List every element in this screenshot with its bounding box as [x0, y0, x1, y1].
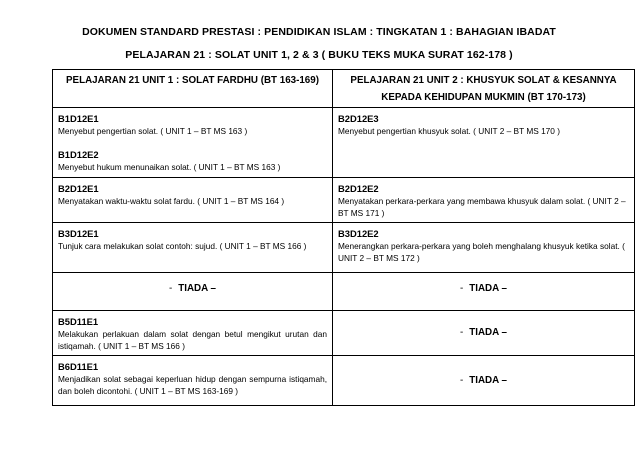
cell-left — [53, 223, 333, 273]
standard-description: Menyebut pengertian solat. ( UNIT 1 – BT MS 163 ) — [58, 126, 248, 136]
standard-code: B6D11E1 — [58, 361, 99, 372]
standard-code: B3D12E2 — [338, 228, 379, 239]
standard-description: Menyatakan perkara-perkara yang membawa khusyuk dalam solat. ( UNIT 2 – BT MS 171 ) — [338, 196, 626, 218]
dash-marker: - — [459, 327, 464, 338]
cell-right-none — [333, 356, 635, 406]
table-row — [53, 273, 635, 311]
standard-code: B2D12E3 — [338, 113, 379, 124]
dash-marker: - — [168, 283, 173, 294]
document-title: DOKUMEN STANDARD PRESTASI : PENDIDIKAN ISLAM : TINGKATAN 1 : BAHAGIAN IBADAT — [82, 26, 556, 38]
dash-marker: - — [459, 374, 464, 386]
standard-description: Tunjuk cara melakukan solat contoh: sujud. ( UNIT 1 – BT MS 166 ) — [58, 241, 307, 251]
standard-code: B2D12E2 — [338, 183, 379, 194]
cell-right-none — [333, 311, 635, 356]
header-unit-1: PELAJARAN 21 UNIT 1 : SOLAT FARDHU (BT 163-169) — [53, 70, 333, 108]
standard-code: B5D11E1 — [58, 316, 99, 327]
standard-code: B1D12E1 — [58, 113, 99, 124]
cell-right — [333, 108, 635, 178]
standard-description: Menerangkan perkara-perkara yang boleh menghalang khusyuk ketika solat. ( UNIT 2 – BT MS 172 ) — [338, 241, 625, 263]
dash-marker: - — [459, 283, 464, 294]
standard-code: B2D12E1 — [58, 183, 99, 194]
standard-code: B3D12E1 — [58, 228, 99, 239]
none-label: TIADA – — [178, 283, 216, 294]
none-label: TIADA – — [469, 327, 507, 338]
table-header-row — [53, 70, 635, 108]
standard-description: Menjadikan solat sebagai keperluan hidup dengan sempurna istiqamah, dan boleh dicontohi. ( UNIT 1 – BT MS 163-169 ) — [58, 374, 327, 396]
standard-code: B1D12E2 — [58, 149, 99, 160]
cell-left-none — [53, 273, 333, 311]
table-row — [53, 356, 635, 406]
none-label: TIADA – — [469, 374, 507, 386]
cell-left — [53, 178, 333, 223]
cell-right — [333, 223, 635, 273]
table-row — [53, 108, 635, 178]
standard-description: Menyatakan waktu-waktu solat fardu. ( UNIT 1 – BT MS 164 ) — [58, 196, 285, 206]
none-label: TIADA – — [469, 283, 507, 294]
cell-right-none — [333, 273, 635, 311]
standard-description: Menyebut hukum menunaikan solat. ( UNIT 1 – BT MS 163 ) — [58, 162, 281, 172]
table-row — [53, 178, 635, 223]
cell-left — [53, 108, 333, 178]
header-unit-2: PELAJARAN 21 UNIT 2 : KHUSYUK SOLAT & KESANNYA KEPADA KEHIDUPAN MUKMIN (BT 170-173) — [333, 70, 635, 108]
document-subtitle: PELAJARAN 21 : SOLAT UNIT 1, 2 & 3 ( BUKU TEKS MUKA SURAT 162-178 ) — [125, 49, 513, 61]
standards-table — [52, 69, 635, 406]
standard-description: Menyebut pengertian khusyuk solat. ( UNIT 2 – BT MS 170 ) — [338, 126, 560, 136]
cell-right — [333, 178, 635, 223]
cell-left — [53, 356, 333, 406]
table-row — [53, 223, 635, 273]
table-row — [53, 311, 635, 356]
cell-left — [53, 311, 333, 356]
standard-description: Melakukan perlakuan dalam solat dengan betul mengikut urutan dan istiqamah. ( UNIT 1 – BT MS 166 ) — [58, 329, 327, 351]
